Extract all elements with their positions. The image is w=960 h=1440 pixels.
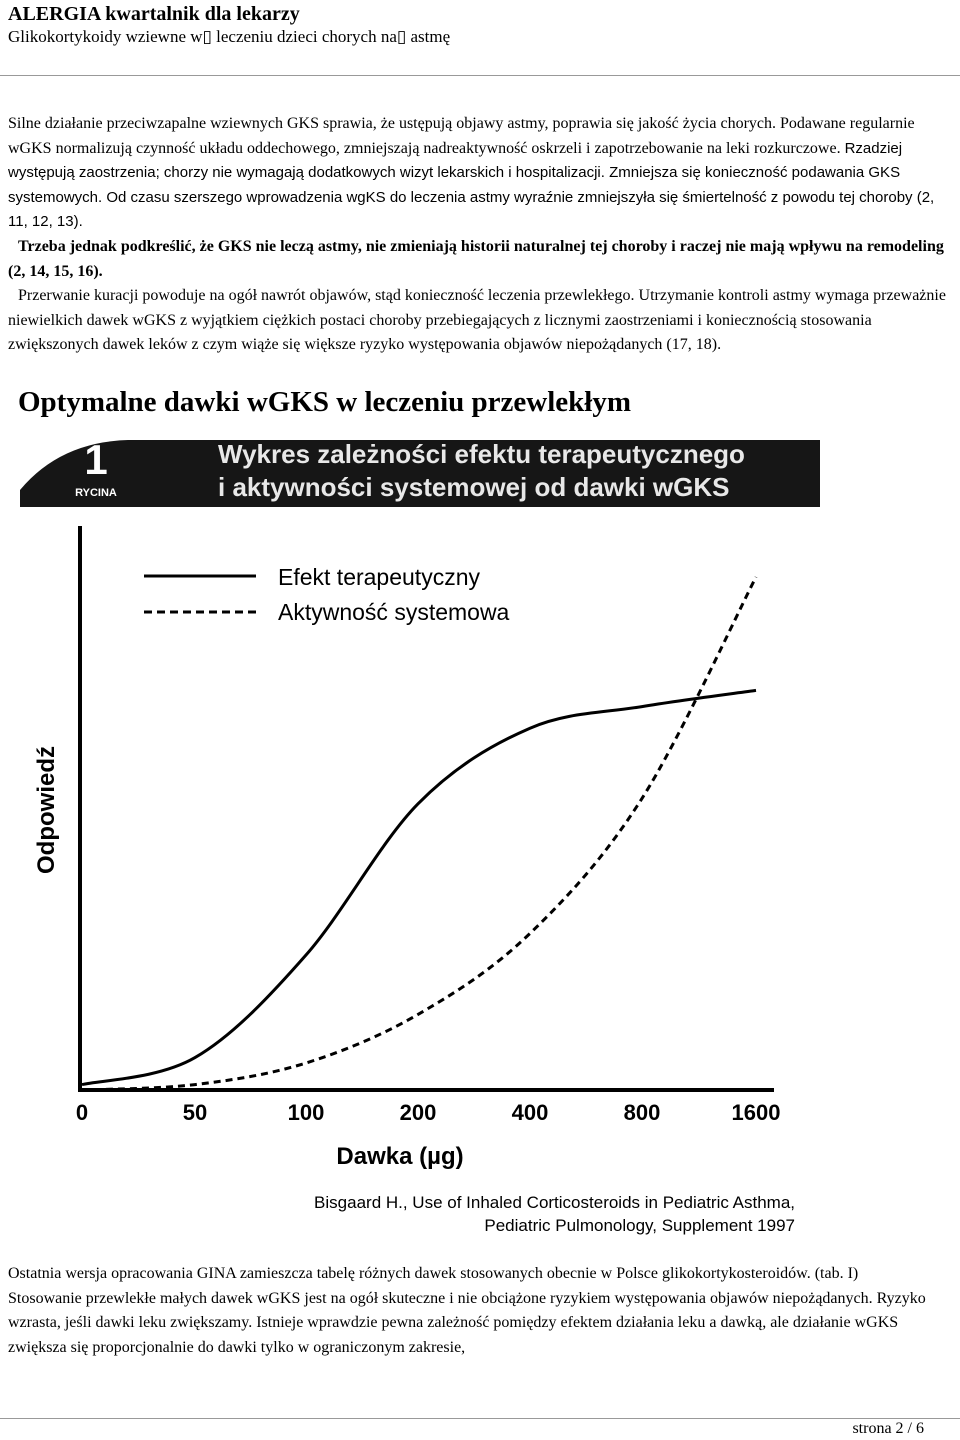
paragraph-5: Stosowanie przewlekłe małych dawek wGKS jest na ogół skuteczne i nie obciążone ryzykiem występowania objawów niepożądanych. Ryzyko wzrasta, jeśli dawki leku zwiększamy. Istnieje wprawdzie pewna zależność pomiędzy efektem działania leku a dawką, ale działanie wGKS zwiększa się proporcjonalnie do dawki tylko w ograniczonym zakresie, <box>8 1289 926 1356</box>
paragraph-2-bold: Trzeba jednak podkreślić, że GKS nie leczą astmy, nie zmieniają historii naturalnej tej choroby i raczej nie mają wpływu na remodeling (2, 14, 15, 16). <box>8 237 944 280</box>
series-line-aktywnosc-systemowa <box>82 577 756 1090</box>
journal-title: ALERGIA kwartalnik dla lekarzy <box>8 3 300 25</box>
figure-badge-number: 1 <box>84 436 108 483</box>
figure-citation-line-1: Bisgaard H., Use of Inhaled Corticosteroids in Pediatric Asthma, <box>314 1193 795 1212</box>
x-axis-label: Dawka (µg) <box>336 1143 464 1170</box>
figure-citation-line-2: Pediatric Pulmonology, Supplement 1997 <box>484 1216 795 1235</box>
x-tick-label: 0 <box>75 1100 89 1125</box>
page-header <box>8 2 952 48</box>
figure-title-line-1: Wykres zależności efektu terapeutycznego <box>218 439 745 469</box>
figure-badge-label: RYCINA <box>75 487 117 499</box>
legend-label-2: Aktywność systemowa <box>278 599 510 625</box>
paragraph-1-sans: Rzadziej występują zaostrzenia; chorzy nie wymagają dodatkowych wizyt lekarskich i hospitalizacji. Zmniejsza się konieczność podawania GKS systemowych. Od czasu szerszego wprowadzenia wgKS do leczenia astmy wyraźnie zmniejszyła się śmiertelność z powodu tej choroby (2, 11, 12, 13). <box>8 139 935 231</box>
figure-1 <box>20 430 820 1250</box>
section-heading: Optymalne dawki wGKS w leczeniu przewlekłym <box>18 386 632 418</box>
page-number: strona 2 / 6 <box>852 1420 924 1437</box>
footer-divider <box>0 1418 960 1419</box>
legend-label-1: Efekt terapeutyczny <box>278 564 480 590</box>
series-line-efekt-terapeutyczny <box>82 690 756 1084</box>
paragraph-4: Ostatnia wersja opracowania GINA zamieszcza tabelę różnych dawek stosowanych obecnie w Polsce glikokortykosteroidów. (tab. I) <box>8 1265 859 1282</box>
paragraph-1-serif: Silne działanie przeciwzapalne wziewnych GKS sprawia, że ustępują objawy astmy, poprawia się jakość życia chorych. Podawane regularnie wGKS normalizują czynność układu oddechowego, zmniejszają nadreaktywność oskrzeli i zapotrzebowanie na leki rozkurczowe. <box>8 115 915 157</box>
article-title: Glikokortykoidy wziewne w▯ leczeniu dzieci chorych na▯ astmę <box>8 27 451 46</box>
paragraph-3: Przerwanie kuracji powoduje na ogół nawrót objawów, stąd konieczność leczenia przewlekłego. Utrzymanie kontroli astmy wymaga przeważnie niewielkich dawek wGKS z wyjątkiem ciężkich postaci choroby przebiegających z licznymi zaostrzeniami i koniecznością stosowania zwiększonych dawek leków z czym wiąże się większe ryzyko występowania objawów niepożądanych (17, 18). <box>8 287 946 354</box>
x-tick-label: 100 <box>287 1100 325 1125</box>
y-axis-label: Odpowiedź <box>33 746 60 874</box>
after-text <box>8 1262 952 1360</box>
x-tick-label: 400 <box>511 1100 549 1125</box>
x-tick-label: 200 <box>399 1100 437 1125</box>
chart-svg <box>20 430 820 1250</box>
figure-title-line-2: i aktywności systemowej od dawki wGKS <box>218 472 730 502</box>
x-tick-label: 1600 <box>731 1100 781 1125</box>
paragraph-1 <box>8 112 952 235</box>
x-tick-label: 50 <box>182 1100 208 1125</box>
x-tick-label: 800 <box>623 1100 661 1125</box>
header-divider <box>0 75 960 76</box>
body-text <box>8 112 952 358</box>
